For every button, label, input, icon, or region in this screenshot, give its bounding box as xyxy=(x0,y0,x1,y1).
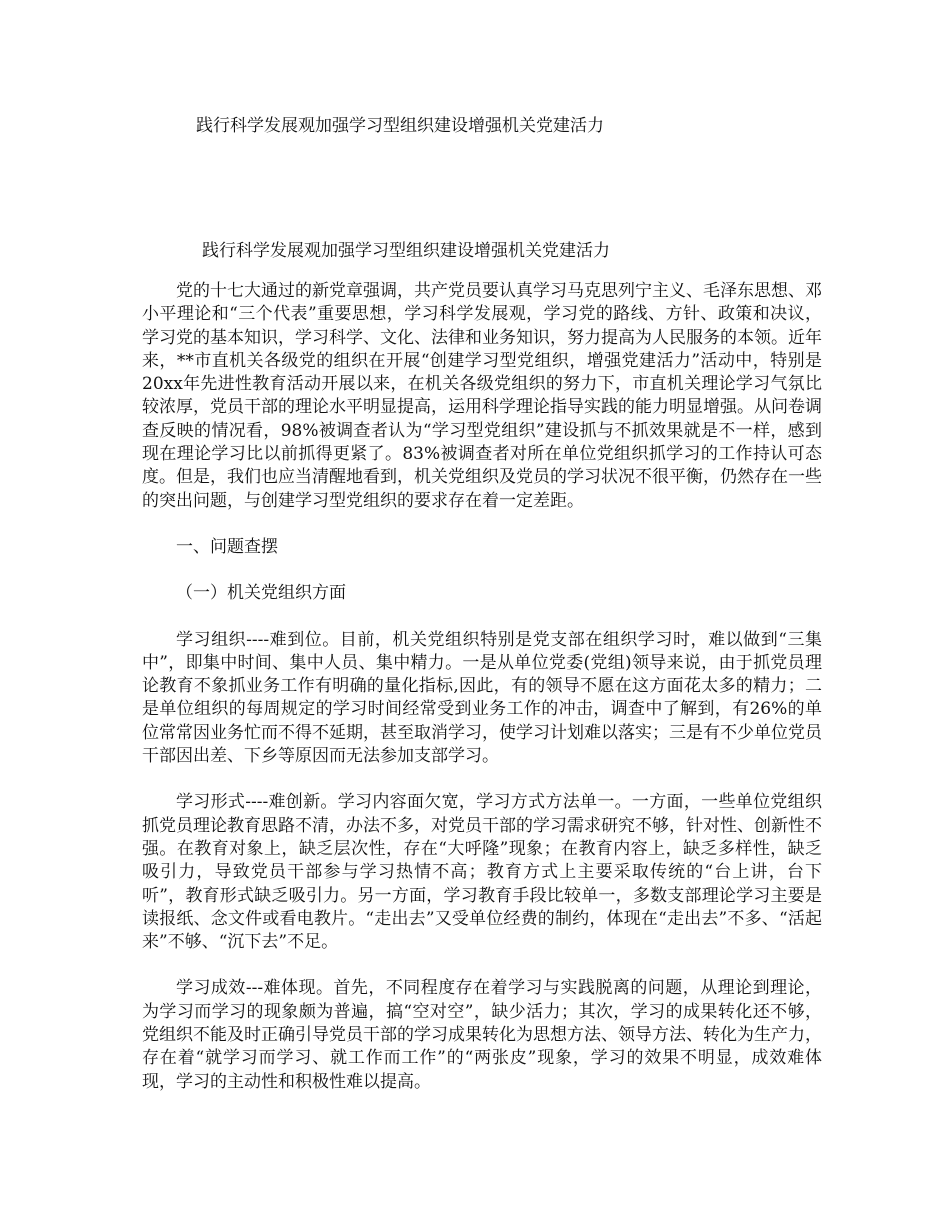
study-organization-paragraph: 学习组织----难到位。目前，机关党组织特别是党支部在组织学习时，难以做到“三集中”，即集中时间、集中人员、集中精力。一是从单位党委(党组)领导来说，由于抓党员理论教育不象抓业务工作有明确的量化指标,因此，有的领导不愿在这方面花太多的精力；二是单位组织的每周规定的学习时间经常受到业务工作的冲击，调查中了解到，有26%的单位常常因业务忙而不得不延期，甚至取消学习，使学习计划难以落实；三是有不少单位党员干部因出差、下乡等原因而无法参加支部学习。 xyxy=(142,629,822,767)
study-form-paragraph: 学习形式----难创新。学习内容面欠宽，学习方式方法单一。一方面，一些单位党组织抓党员理论教育思路不清，办法不多，对党员干部的学习需求研究不够，针对性、创新性不强。在教育对象上，缺乏层次性，存在“大呼隆”现象；在教育内容上，缺乏多样性，缺乏吸引力，导致党员干部参与学习热情不高；教育方式上主要采取传统的“台上讲，台下听”，教育形式缺乏吸引力。另一方面，学习教育手段比较单一，多数支部理论学习主要是读报纸、念文件或看电教片。“走出去”又受单位经费的制约，体现在“走出去”不多、“活起来”不够、“沉下去”不足。 xyxy=(142,792,822,953)
document-title: 践行科学发展观加强学习型组织建设增强机关党建活力 xyxy=(202,241,610,261)
document-top-title: 践行科学发展观加强学习型组织建设增强机关党建活力 xyxy=(196,116,604,136)
study-result-paragraph: 学习成效---难体现。首先，不同程度存在着学习与实践脱离的问题，从理论到理论，为学习而学习的现象颇为普遍，搞“空对空”，缺少活力；其次，学习的成果转化还不够，党组织不能及时正确引导党员干部的学习成果转化为思想方法、领导方法、转化为生产力，存在着“就学习而学习、就工作而工作”的“两张皮”现象，学习的效果不明显，成效难体现，学习的主动性和积极性难以提高。 xyxy=(142,978,822,1092)
subsection-heading: （一）机关党组织方面 xyxy=(176,583,346,604)
intro-paragraph: 党的十七大通过的新党章强调，共产党员要认真学习马克思列宁主义、毛泽东思想、邓小平理论和“三个代表”重要思想，学习科学发展观，学习党的路线、方针、政策和决议，学习党的基本知识，学习科学、文化、法律和业务知识，努力提高为人民服务的本领。近年来，**市直机关各级党的组织在开展“创建学习型党组织，增强党建活力”活动中，特别是20xx年先进性教育活动开展以来，在机关各级党组织的努力下，市直机关理论学习气氛比较浓厚，党员干部的理论水平明显提高，运用科学理论指导实践的能力明显增强。从问卷调查反映的情况看，98%被调查者认为“学习型党组织”建设抓与不抓效果就是不一样，感到现在理论学习比以前抓得更紧了。83%被调查者对所在单位党组织抓学习的工作持认可态度。但是，我们也应当清醒地看到，机关党组织及党员的学习状况不很平衡，仍然存在一些的突出问题，与创建学习型党组织的要求存在着一定差距。 xyxy=(142,281,822,511)
section-heading: 一、问题查摆 xyxy=(176,536,278,557)
document-body xyxy=(142,280,822,1094)
